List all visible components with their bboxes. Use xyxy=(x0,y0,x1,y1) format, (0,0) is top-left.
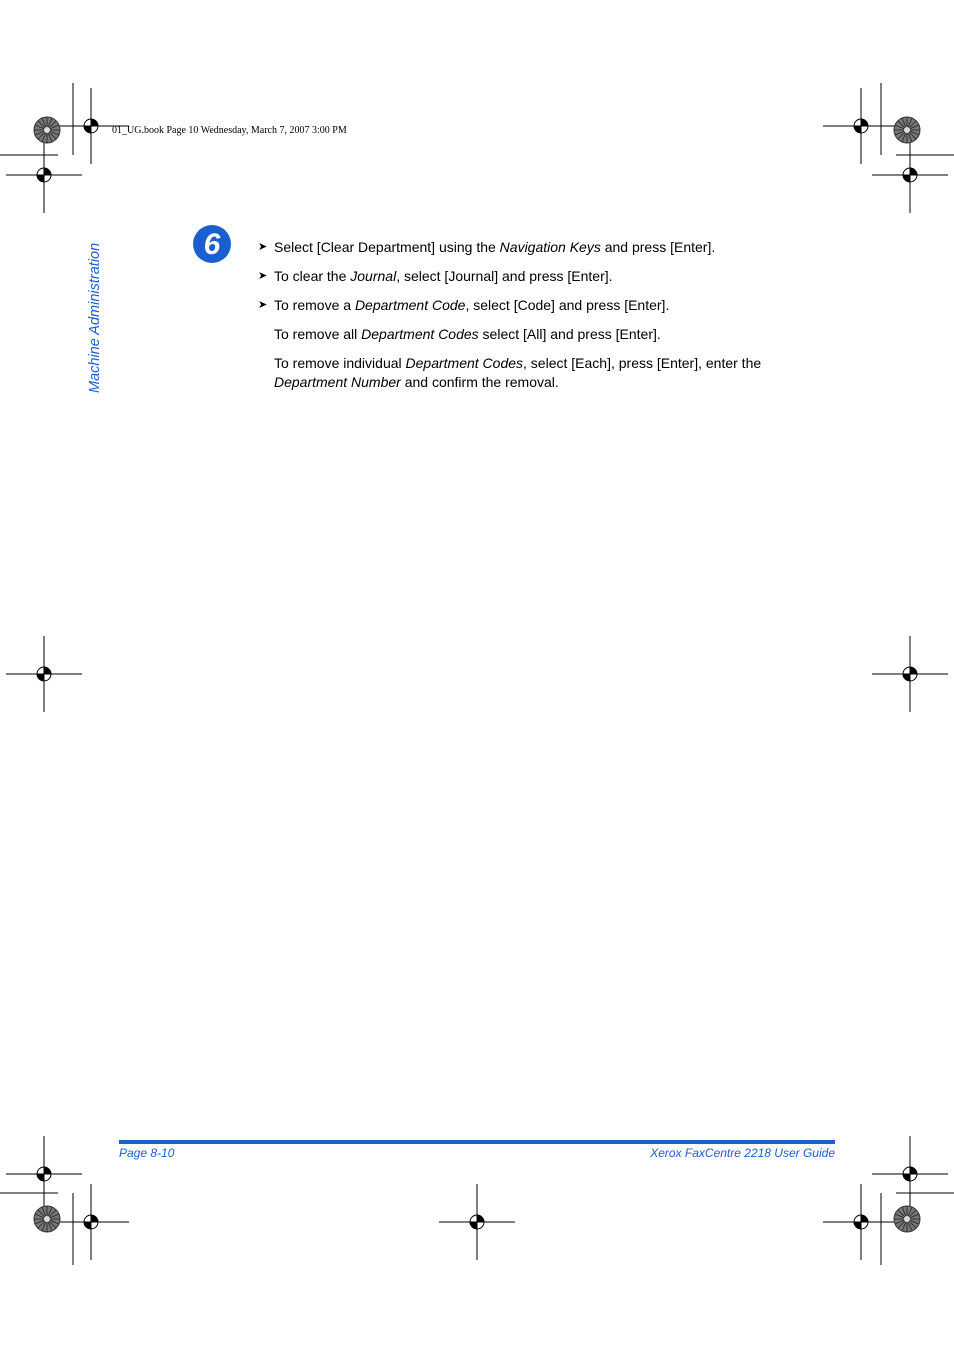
triangle-arrow-icon: ➤ xyxy=(258,241,268,253)
list-item-text: To remove a Department Code, select [Code] and press [Enter]. xyxy=(274,297,670,313)
triangle-arrow-icon: ➤ xyxy=(258,270,268,282)
list-item xyxy=(258,238,818,257)
list-item-text: Select [Clear Department] using the Navigation Keys and press [Enter]. xyxy=(274,239,716,255)
list-item xyxy=(258,296,818,315)
guide-title: Xerox FaxCentre 2218 User Guide xyxy=(650,1146,835,1160)
step-number: 6 xyxy=(203,228,221,261)
section-side-title: Machine Administration xyxy=(87,242,103,393)
paragraph-remove-all: To remove all Department Codes select [All] and press [Enter]. xyxy=(274,326,661,342)
step-content xyxy=(258,238,818,402)
footer-rule xyxy=(119,1140,835,1144)
triangle-arrow-icon: ➤ xyxy=(258,299,268,311)
list-item-text: To clear the Journal, select [Journal] and press [Enter]. xyxy=(274,268,613,284)
paragraph-remove-individual: To remove individual Department Codes, select [Each], press [Enter], enter the Department Number and confirm the removal. xyxy=(274,355,762,390)
list-item xyxy=(258,267,818,286)
page-number: Page 8-10 xyxy=(119,1146,175,1160)
print-slug: 01_UG.book Page 10 Wednesday, March 7, 2007 3:00 PM xyxy=(112,125,347,136)
step-number-badge xyxy=(192,224,232,264)
